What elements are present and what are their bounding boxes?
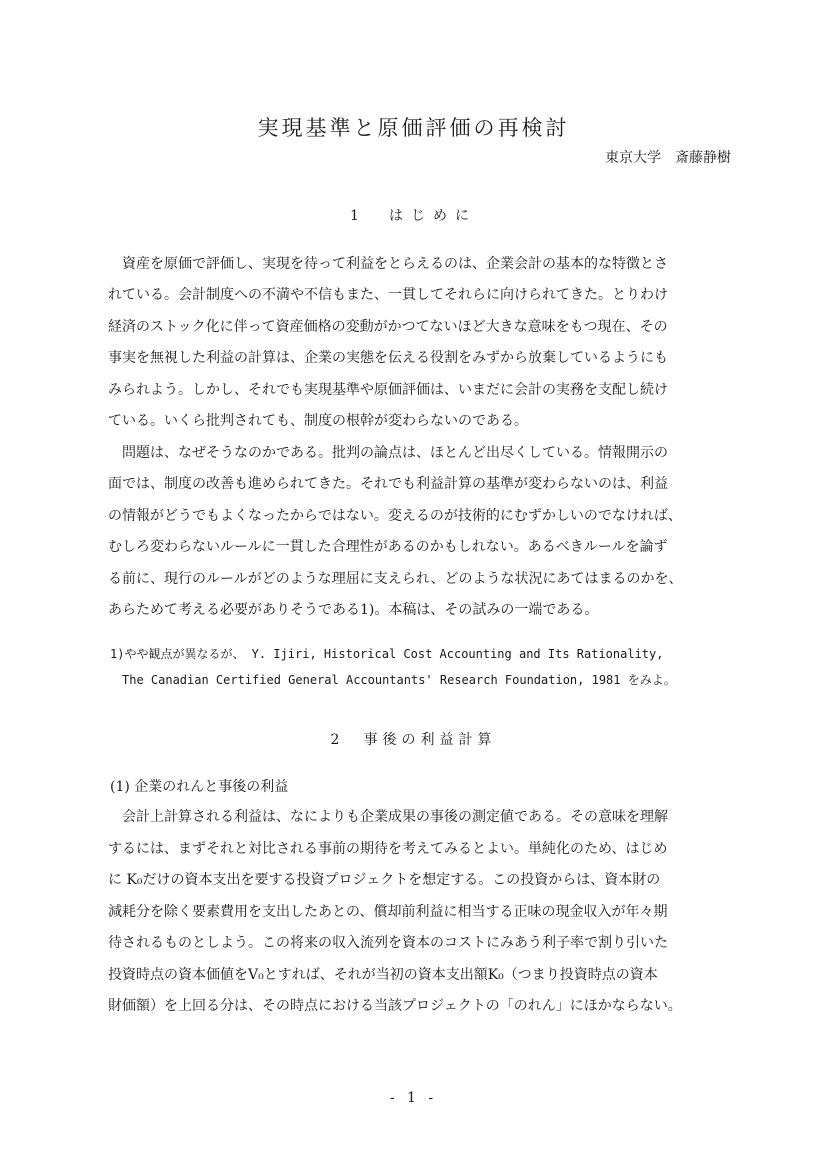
paragraph-line: みられよう。しかし、それでも実現基準や原価評価は、いまだに会計の実務を支配し続け <box>108 382 668 398</box>
section-heading-ex-post-income: 2 事後の利益計算 <box>330 732 497 748</box>
paragraph-line: 財価額）を上回る分は、その時点における当該プロジェクトの「のれん」にほかならない。 <box>108 998 682 1014</box>
paragraph-line: 会計上計算される利益は、なによりも企業成果の事後の測定値である。その意味を理解 <box>108 809 668 825</box>
paragraph-line: 面では、制度の改善も進められてきた。それでも利益計算の基準が変わらないのは、利益 <box>108 476 668 492</box>
paragraph-line: ている。いくら批判されても、制度の根幹が変わらないのである。 <box>108 413 528 429</box>
paragraph-line: 資産を原価で評価し、実現を待って利益をとらえるのは、企業会計の基本的な特徴とさ <box>108 256 668 272</box>
paragraph-line: 減耗分を除く要素費用を支出したあとの、償却前利益に相当する正味の現金収入が年々期 <box>108 904 668 920</box>
footnote-line: The Canadian Certified General Accountants' Research Foundation, 1981 をみよ。 <box>110 673 676 687</box>
paragraph-line: 投資時点の資本価値をV₀とすれば、それが当初の資本支出額K₀（つまり投資時点の資本 <box>108 967 658 983</box>
paragraph-line: むしろ変わらないルールに一貫した合理性があるのかもしれない。あるべきルールを論ず <box>108 539 668 555</box>
paragraph-line: の情報がどうでもよくなったからではない。変えるのが技術的にむずかしいのでなければ、 <box>108 508 682 524</box>
paper-title: 実現基準と原価評価の再検討 <box>257 116 570 140</box>
section-heading-introduction: 1 はじめに <box>350 208 477 224</box>
paragraph-line: れている。会計制度への不満や不信もまた、一貫してそれらに向けられてきた。とりわけ <box>108 287 668 303</box>
paragraph-line: 経済のストック化に伴って資産価格の変動がかつてないほど大きな意味をもつ現在、その <box>108 319 668 335</box>
subsection-heading: (1) 企業のれんと事後の利益 <box>110 779 289 795</box>
paragraph-line: 問題は、なぜそうなのかである。批判の論点は、ほとんど出尽くしている。情報開示の <box>108 445 668 461</box>
page-number: - 1 - <box>389 1090 438 1106</box>
paragraph-line: 事実を無視した利益の計算は、企業の実態を伝える役割をみずから放棄しているようにも <box>108 350 668 366</box>
author-affiliation: 東京大学 斎藤静樹 <box>605 150 731 166</box>
paragraph-line: に K₀だけの資本支出を要する投資プロジェクトを想定する。この投資からは、資本財の <box>108 872 661 888</box>
footnote-line: 1)やや観点が異なるが、 Y. Ijiri, Historical Cost Accounting and Its Rationality, <box>110 647 664 661</box>
paragraph-line: 待されるものとしよう。この将来の収入流列を資本のコストにみあう利子率で割り引いた <box>108 935 668 951</box>
paragraph-line: するには、まずそれと対比される事前の期待を考えてみるとよい。単純化のため、はじめ <box>108 841 668 857</box>
paragraph-line: あらためて考える必要がありそうである1)。本稿は、その試みの一端である。 <box>108 602 599 618</box>
paragraph-line: る前に、現行のルールがどのような理屈に支えられ、どのような状況にあてはまるのかを、 <box>108 571 683 587</box>
